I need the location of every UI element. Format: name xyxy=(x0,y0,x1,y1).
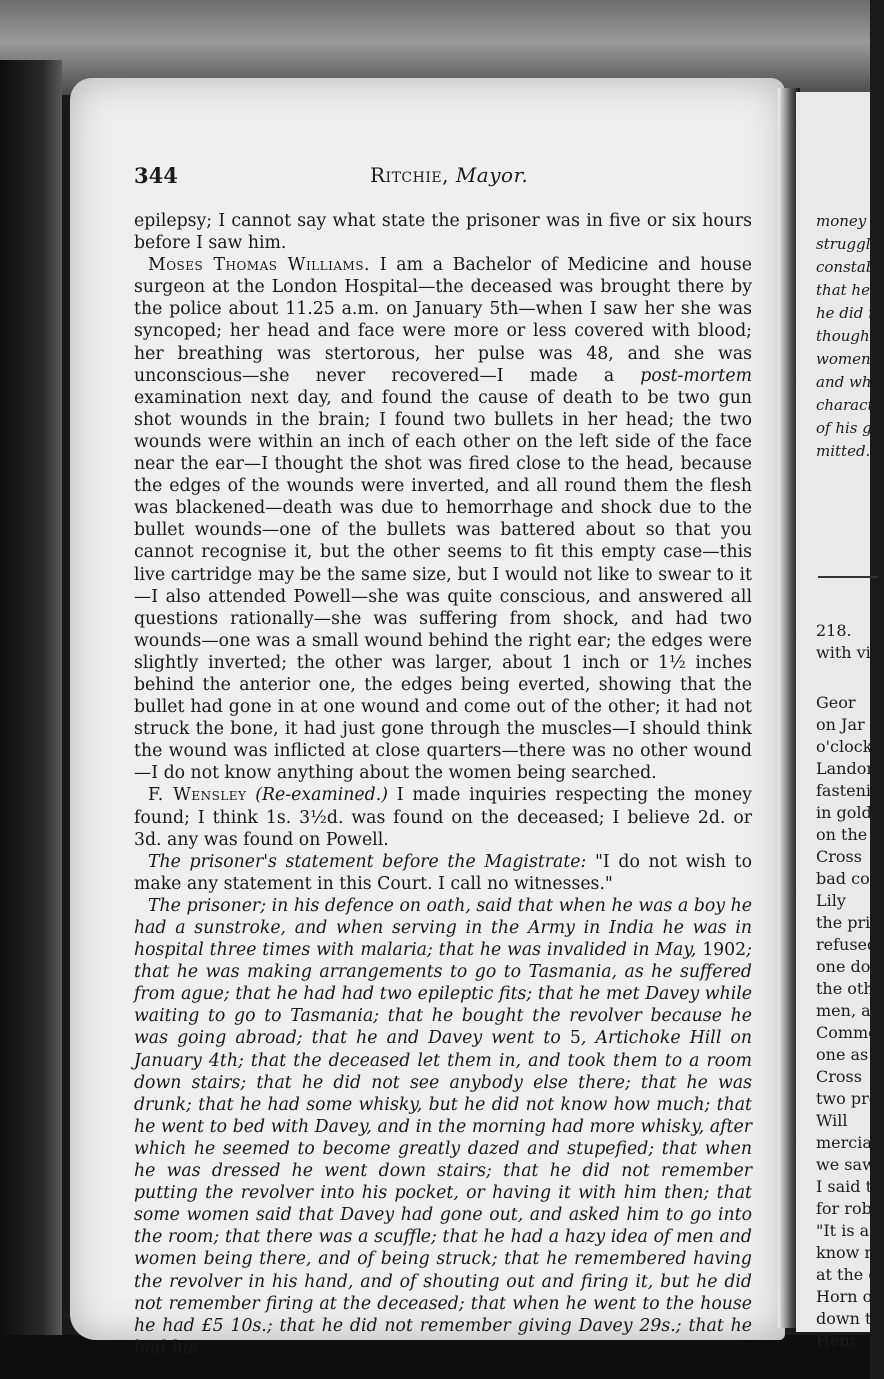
facing-page-line: for robl xyxy=(816,1199,877,1218)
facing-page-line: fastenin xyxy=(816,781,882,800)
facing-page-line: refused xyxy=(816,935,878,954)
facing-page-mid-lines xyxy=(816,620,871,664)
facing-page-line: at the c xyxy=(816,1265,878,1284)
facing-page-line: Will xyxy=(816,1111,848,1130)
running-head-name: Ritchie, xyxy=(370,163,449,187)
running-head xyxy=(370,163,528,187)
facing-page-line: down th xyxy=(816,1309,882,1328)
statement-heading: The prisoner's statement before the Magistrate: xyxy=(148,851,587,872)
speaker-name: F. Wensley xyxy=(148,785,247,806)
defence-text-3: , Artichoke Hill on January 4th; that the deceased let them in, and took them to a room down stairs; that he did not see anybody else there; that he was drunk; that he had some whisky, but he did not know how much; that he went to bed with Davey, and in the morning had more whisky, after which he seemed to become greatly dazed and stupefied; that when he was dressed he went down stairs; that he did not remember putting the revolver into his pocket, or having it with him then; that some women said that Davey had gone out, and asked him to go into the room; that there was a scuffle; that he had a hazy idea of men and women being there, and of being struck; that he remembered having the revolver in his hand, and of shouting out and firing it, but he did not remember firing at the deceased; that when he went to the house he had xyxy=(134,1028,752,1336)
facing-page-line: one doo xyxy=(816,957,880,976)
facing-page xyxy=(796,92,884,1350)
italic-term: post-mortem xyxy=(640,365,752,386)
facing-page-line: o'clock- xyxy=(816,737,878,756)
facing-page-line: money xyxy=(816,212,867,230)
facing-page-line: on the 1 xyxy=(816,825,883,844)
paragraph-wensley-reexamined xyxy=(134,784,752,850)
testimony-text: I made inquiries respecting the money found; I think 1s. 3½d. was found on the deceased; I believe 2d. or 3d. any was found on Powell. xyxy=(134,785,752,850)
facing-page-line: Henr xyxy=(816,1331,858,1350)
facing-page-line: Lily xyxy=(816,891,846,910)
facing-page-line: he did r xyxy=(816,304,876,322)
defence-text-2: ; that he was making arrangements to go to Tasmania, as he suffered from ague; that he had had two epileptic fits; that he met Davey while waiting to go to Tasmania; that he bought the revolver because he was going abroad; that he and Davey went to xyxy=(134,940,752,1049)
defence-amount-2: 29s. xyxy=(639,1315,676,1336)
testimony-text: I am a Bachelor of Medicine and house surgeon at the London Hospital—the deceased was brought there by the police about 11.25 a.m. on January 5th—when I saw her she was syncoped; her head and face were more or less covered with blood; her breathing was stertorous, her pulse was 48, and she was unconscious—she never recovered—I made a xyxy=(134,255,752,386)
facing-page-line: I said t xyxy=(816,1177,873,1196)
facing-page-line: mitted. xyxy=(816,442,871,460)
facing-page-line: women xyxy=(816,350,871,368)
reexamined-label: (Re-examined.) xyxy=(255,785,388,806)
page-body xyxy=(134,210,752,1359)
defence-text-5: ; that he had his xyxy=(134,1315,752,1358)
facing-page-line: with vi xyxy=(816,643,871,662)
defence-house-number: 5 xyxy=(569,1028,581,1049)
facing-page-line: we saw xyxy=(816,1155,876,1174)
facing-page-line: bad cor xyxy=(816,869,878,888)
facing-page-line: Cross xyxy=(816,847,862,866)
facing-page-low-lines xyxy=(816,692,884,1352)
facing-page-line: the pris xyxy=(816,913,879,932)
facing-page-line: Cross xyxy=(816,1067,862,1086)
facing-page-line: and wh xyxy=(816,373,872,391)
facing-page-line: men, ar xyxy=(816,1001,879,1020)
facing-page-line: Geor xyxy=(816,693,856,712)
facing-page-line: in gold xyxy=(816,803,872,822)
speaker-name: Moses Thomas Williams. xyxy=(148,255,371,276)
statement-text: "I do not wish to make any statement in this Court. I call no witnesses." xyxy=(134,851,752,894)
paragraph-prisoner-defence xyxy=(134,895,752,1359)
facing-page-line: characte xyxy=(816,396,883,414)
facing-page-top-lines xyxy=(816,210,882,463)
facing-page-line: struggli xyxy=(816,235,876,253)
facing-page-line: the oth xyxy=(816,979,874,998)
facing-page-line: 218. xyxy=(816,621,852,640)
running-head-title: Mayor. xyxy=(455,163,529,187)
page-header xyxy=(134,163,749,191)
paragraph-williams-testimony xyxy=(134,254,752,784)
paragraph-epilepsy: epilepsy; I cannot say what state the prisoner was in five or six hours before I saw him. xyxy=(134,211,752,254)
section-rule xyxy=(818,576,878,578)
facing-page-line: one as xyxy=(816,1045,869,1064)
defence-year: 1902 xyxy=(702,940,747,961)
paragraph-prisoner-statement xyxy=(134,851,752,895)
testimony-text-cont: examination next day, and found the cause of death to be two gun shot wounds in the brain; I found two bullets in her head; the two wounds were within an inch of each other on the left side of the face near the ear—I thought the shot was fired close to the head, because the edges of the wounds were inverted, and all round them the flesh was blackened—death was due to hemorrhage and shock due to the bullet wounds—one of the bullets was battered about so that you cannot recognise it, but the other seems to fit this empty case—this live cartridge may be the same size, but I would not like to swear to it—I also attended Powell—she was quite conscious, and answered all questions rationally—she was suffering from shock, and had two wounds—one was a small wound behind the right ear; the edges were slightly inverted; the other was larger, about 1 inch or 1½ inches behind the anterior one, the edges being everted, showing that the bullet had gone in at one wound and come out of the other; it had not struck the bone, it had just gone through the muscles—I should think the wound was inflicted at close quarters—there was no other wound—I do not know anything about the women being searched. xyxy=(134,387,752,784)
facing-page-line: that he xyxy=(816,281,870,299)
facing-page-line: two pre xyxy=(816,1089,879,1108)
facing-page-line: Comme xyxy=(816,1023,878,1042)
facing-page-line: Landon xyxy=(816,759,877,778)
defence-amount: £5 10s. xyxy=(201,1315,267,1336)
defence-text: The prisoner; in his defence on oath, said that when he was a boy he had a sunstroke, and when serving in the Army in India he was in hospital three times with malaria; that he was invalided in May, xyxy=(134,895,752,961)
facing-page-line: Horn o xyxy=(816,1287,873,1306)
facing-page-line: of his g xyxy=(816,419,872,437)
book-binding-edge xyxy=(0,60,62,1379)
facing-page-line: on Jar xyxy=(816,715,865,734)
facing-page-line: mercial xyxy=(816,1133,878,1152)
defence-text-4: ; that he did not remember giving Davey xyxy=(266,1315,640,1336)
facing-page-line: constab xyxy=(816,258,876,276)
facing-page-line: "It is a xyxy=(816,1221,870,1240)
page-number: 344 xyxy=(134,163,178,188)
facing-page-line: thought xyxy=(816,327,876,345)
facing-page-line: know no xyxy=(816,1243,884,1262)
